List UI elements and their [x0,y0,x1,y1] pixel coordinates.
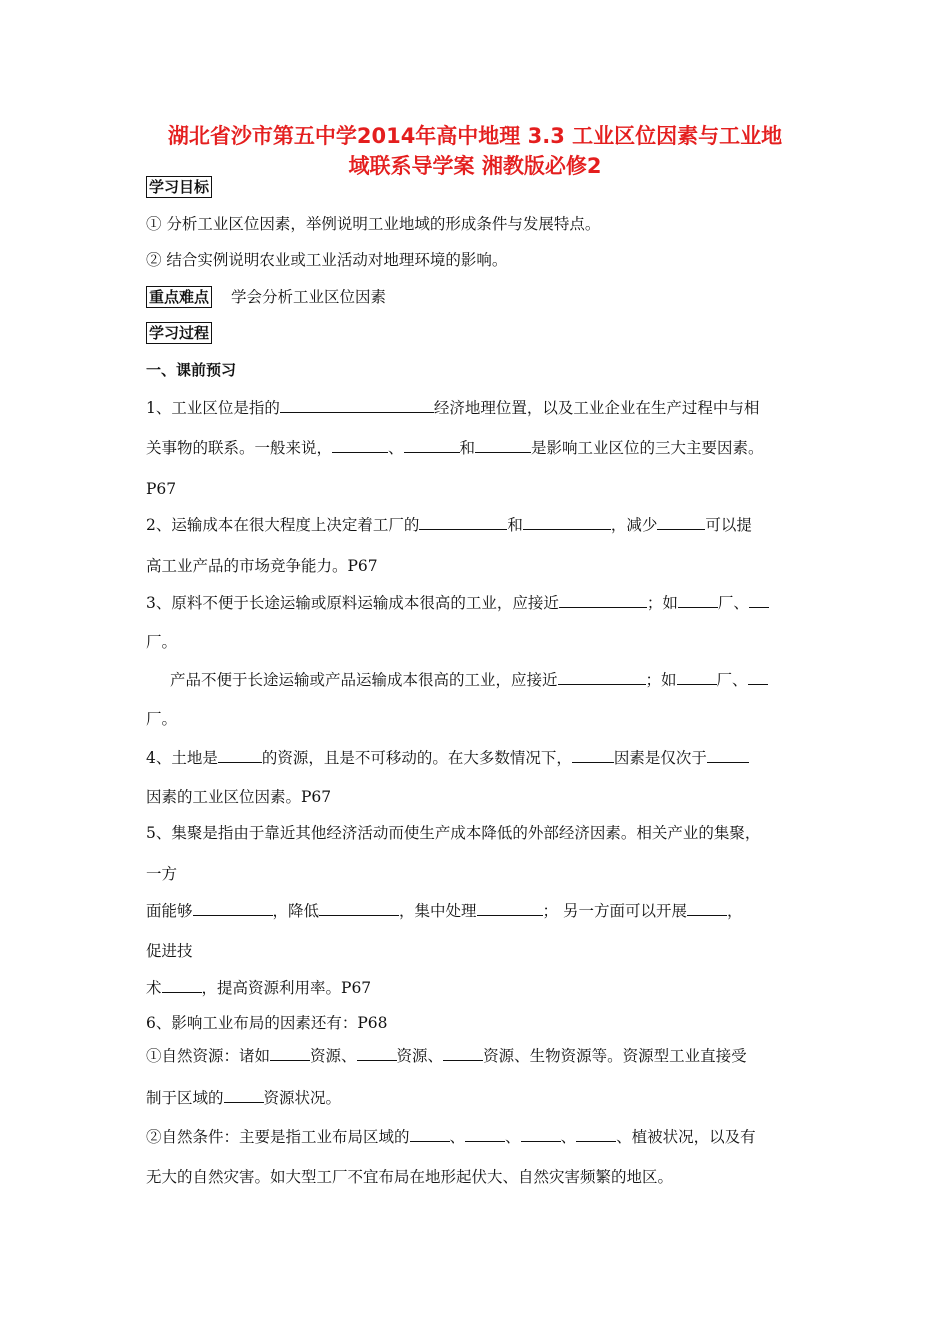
q6-text-c2: 资源状况。 [263,1089,342,1107]
q4-text-b: 的资源，且是不可移动的。在大多数情况下， [261,749,572,767]
q3-text-f: ；如 [645,671,677,689]
key-points-text: 学会分析工业区位因素 [230,288,386,306]
q1-blank-2[interactable] [332,436,388,453]
q6-text-b3: 资源、 [310,1047,357,1065]
q2-text-a: 2、运输成本在很大程度上决定着工厂的 [146,516,420,534]
q5-text-i: 术 [146,979,162,997]
preview-heading: 一、课前预习 [146,361,237,379]
key-points-heading: 重点难点 [146,286,212,308]
q4-blank-2[interactable] [572,746,614,763]
q6-marker-2: ② [146,1128,162,1146]
q3-line2: 厂。 [146,633,178,651]
q5-text-c: 面能够 [146,902,193,920]
q6-blank-5[interactable] [410,1125,450,1142]
q5-line3 [146,899,743,922]
q3-text-a: 3、原料不便于长途运输或原料运输成本很高的工业，应接近 [146,594,559,612]
q6-blank-4[interactable] [224,1086,264,1103]
q2-blank-1[interactable] [419,513,507,530]
q6-line2 [146,1044,747,1067]
q6-text-b5: 资源、生物资源等。资源型工业直接受 [483,1047,747,1065]
q6-blank-1[interactable] [270,1044,310,1061]
q1-text-f: 是影响工业区位的三大主要因素。 [531,439,764,457]
q3-blank-1[interactable] [559,591,647,608]
q2-line1 [146,513,752,536]
q6-text-b4: 资源、 [396,1047,444,1065]
q5-text-f: ； 另一方面可以开展 [542,902,687,920]
q1-blank-4[interactable] [475,436,531,453]
q1-line1 [146,396,759,419]
q3-blank-4[interactable] [558,668,646,685]
q3-text-e: 产品不便于长途运输或产品运输成本很高的工业，应接近 [170,671,558,689]
q3-line1 [146,591,769,614]
q1-text-e: 和 [459,439,476,457]
q4-blank-1[interactable] [218,746,262,763]
q1-text-c: 关事物的联系。一般来说， [146,439,333,457]
q5-blank-1[interactable] [193,899,273,916]
q5-line4: 促进技 [146,942,193,960]
q5-blank-4[interactable] [687,899,727,916]
q6-line5: 无大的自然灾害。如大型工厂不宜布局在地形起伏大、自然灾害频繁的地区。 [146,1168,674,1186]
q1-text-b: 经济地理位置，以及工业企业在生产过程中与相 [433,399,760,417]
q5-line2: 一方 [146,865,178,883]
objective-2: ② 结合实例说明农业或工业活动对地理环境的影响。 [146,251,508,269]
document-title-line2: 域联系导学案 湘教版必修2 [348,154,602,178]
q6-line1: 6、影响工业布局的因素还有：P68 [146,1014,388,1032]
key-points-row [146,286,386,308]
q6-blank-2[interactable] [357,1044,397,1061]
q4-line1 [146,746,749,769]
q6-marker-1: ① [146,1047,162,1065]
q6-text-d6: 、植被状况，以及有 [616,1128,756,1146]
q4-blank-3[interactable] [707,746,749,763]
q4-line2: 因素的工业区位因素。P67 [146,788,332,806]
q6-text-b2: 自然资源：诸如 [161,1047,271,1065]
q2-line2: 高工业产品的市场竞争能力。P67 [146,557,378,575]
q1-text-a: 1、工业区位是指的 [146,399,280,417]
q6-text-d5: 、 [560,1128,577,1146]
q3-blank-5[interactable] [677,668,717,685]
q6-text-d2: 自然条件：主要是指工业布局区域的 [161,1128,410,1146]
q3-blank-3[interactable] [749,591,769,608]
process-heading-row [146,322,212,344]
q5-text-j: ，提高资源利用率。P67 [201,979,372,997]
q5-text-e: ，集中处理 [399,902,477,920]
q6-line3 [146,1086,341,1109]
document-title-line1: 湖北省沙市第五中学2014年高中地理 3.3 工业区位因素与工业地 [167,124,783,148]
q5-blank-2[interactable] [319,899,399,916]
q3-blank-6[interactable] [748,668,768,685]
q1-text-d: 、 [388,439,404,457]
q6-blank-7[interactable] [521,1125,561,1142]
q2-text-c: ，减少 [610,516,658,534]
q3-text-c: 厂、 [717,594,749,612]
objectives-heading: 学习目标 [146,176,212,198]
q5-line5 [146,976,371,999]
q1-line2 [146,436,764,459]
q5-blank-5[interactable] [162,976,202,993]
q6-text-c1: 制于区域的 [146,1089,224,1107]
q3-text-b: ；如 [646,594,678,612]
q6-blank-6[interactable] [465,1125,505,1142]
q1-page-ref: P67 [146,480,177,498]
q5-blank-3[interactable] [477,899,543,916]
q6-blank-3[interactable] [443,1044,483,1061]
objective-1: ① 分析工业区位因素，举例说明工业地域的形成条件与发展特点。 [146,215,601,233]
q4-text-a: 4、土地是 [146,749,218,767]
q1-blank-1[interactable] [280,396,434,413]
q6-line4 [146,1125,756,1148]
q2-blank-3[interactable] [657,513,705,530]
q1-blank-3[interactable] [404,436,460,453]
q4-text-c: 因素是仅次于 [613,749,707,767]
q3-line4: 厂。 [146,710,178,728]
q2-blank-2[interactable] [523,513,611,530]
q5-text-d: ，降低 [272,902,320,920]
q3-line3 [170,668,768,691]
q6-text-d3: 、 [449,1128,466,1146]
q5-line1: 5、集聚是指由于靠近其他经济活动而使生产成本降低的外部经济因素。相关产业的集聚， [146,824,761,842]
q3-blank-2[interactable] [678,591,718,608]
q5-text-g: ， [726,902,743,920]
q6-blank-8[interactable] [576,1125,616,1142]
q2-text-d: 可以提 [705,516,752,534]
q6-text-d4: 、 [505,1128,521,1146]
q3-text-g: 厂、 [716,671,748,689]
objectives-heading-row [146,176,212,198]
process-heading: 学习过程 [146,322,212,344]
q2-text-b: 和 [507,516,523,534]
